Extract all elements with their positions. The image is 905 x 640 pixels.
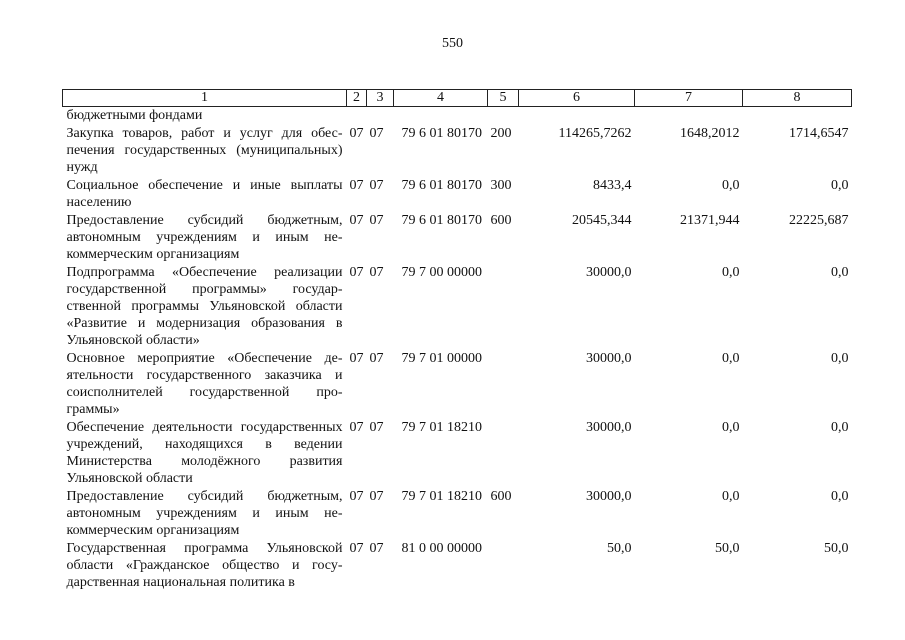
column-header-6: 6	[519, 90, 635, 107]
section-code: 07	[349, 178, 364, 193]
subsection-code: 07	[369, 213, 384, 228]
column-header-5: 5	[488, 90, 519, 107]
amount-col6: 20545,344	[572, 213, 632, 228]
expense-type-code	[488, 107, 519, 126]
target-article-code: 79 6 01 80170	[401, 126, 482, 141]
table-row	[63, 177, 852, 212]
column-header-7: 7	[635, 90, 743, 107]
amount-col6	[519, 107, 635, 126]
expense-type-code: 600	[490, 213, 512, 228]
table-row	[63, 125, 852, 177]
expense-type-code	[488, 350, 519, 419]
target-article-code: 81 0 00 00000	[401, 541, 482, 556]
subsection-code: 07	[369, 126, 384, 141]
amount-col8: 0,0	[831, 265, 849, 280]
amount-col7: 0,0	[722, 420, 740, 435]
amount-col7: 0,0	[722, 265, 740, 280]
subsection-code: 07	[369, 351, 384, 366]
target-article-code: 79 6 01 80170	[401, 213, 482, 228]
amount-col6: 8433,4	[593, 178, 632, 193]
item-name: Основное мероприятие «Обеспечение деятельности государственного заказчика и соисполнителей государственной программы»	[66, 351, 343, 417]
item-name: Подпрограмма «Обеспечение реализации государственной программы» государственной программы Ульяновской области «Развитие и модернизация образования в Ульяновской области»	[66, 265, 343, 348]
amount-col8: 1714,6547	[789, 126, 849, 141]
table-row	[63, 264, 852, 350]
target-article-code: 79 6 01 80170	[401, 178, 482, 193]
target-article-code: 79 7 00 00000	[401, 265, 482, 280]
item-name: Социальное обеспечение и иные выплаты населению	[66, 178, 343, 210]
item-name: Государственная программа Ульяновской области «Гражданское общество и государственная национальная политика в	[66, 541, 343, 590]
amount-col7: 50,0	[715, 541, 740, 556]
section-code: 07	[349, 213, 364, 228]
item-name: бюджетными фондами	[66, 108, 203, 123]
amount-col6: 114265,7262	[558, 126, 632, 141]
amount-col6: 50,0	[607, 541, 632, 556]
subsection-code	[367, 107, 394, 126]
amount-col8: 0,0	[831, 178, 849, 193]
budget-table	[62, 89, 852, 592]
section-code: 07	[349, 351, 364, 366]
subsection-code: 07	[369, 265, 384, 280]
amount-col8: 0,0	[831, 489, 849, 504]
page-number: 550	[442, 36, 463, 51]
amount-col6: 30000,0	[586, 489, 632, 504]
amount-col7: 0,0	[722, 178, 740, 193]
expense-type-code: 600	[490, 489, 512, 504]
section-code: 07	[349, 541, 364, 556]
amount-col8	[743, 107, 852, 126]
section-code: 07	[349, 489, 364, 504]
column-header-1: 1	[63, 90, 347, 107]
amount-col7: 21371,944	[680, 213, 740, 228]
amount-col6: 30000,0	[586, 351, 632, 366]
table-row	[63, 350, 852, 419]
table-row	[63, 419, 852, 488]
expense-type-code	[488, 264, 519, 350]
column-header-8: 8	[743, 90, 852, 107]
amount-col7: 0,0	[722, 489, 740, 504]
amount-col6: 30000,0	[586, 420, 632, 435]
amount-col6: 30000,0	[586, 265, 632, 280]
section-code: 07	[349, 126, 364, 141]
expense-type-code: 200	[490, 126, 512, 141]
table-row	[63, 107, 852, 126]
subsection-code: 07	[369, 489, 384, 504]
column-header-4: 4	[394, 90, 488, 107]
section-code: 07	[349, 420, 364, 435]
amount-col8: 22225,687	[789, 213, 849, 228]
expense-type-code	[488, 540, 519, 592]
table-row	[63, 488, 852, 540]
amount-col7: 1648,2012	[680, 126, 740, 141]
table-header-row	[63, 90, 852, 107]
amount-col8: 0,0	[831, 351, 849, 366]
target-article-code	[394, 107, 488, 126]
section-code	[347, 107, 367, 126]
expense-type-code: 300	[490, 178, 512, 193]
target-article-code: 79 7 01 18210	[401, 420, 482, 435]
target-article-code: 79 7 01 00000	[401, 351, 482, 366]
section-code: 07	[349, 265, 364, 280]
item-name: Предоставление субсидий бюджетным, автономным учреждениям и иным некоммерческим организациям	[66, 489, 343, 538]
item-name: Предоставление субсидий бюджетным, автономным учреждениям и иным некоммерческим организациям	[66, 213, 343, 262]
table-row	[63, 540, 852, 592]
item-name: Закупка товаров, работ и услуг для обеспечения государственных (муниципальных) нужд	[66, 126, 343, 175]
column-header-3: 3	[367, 90, 394, 107]
column-header-2: 2	[347, 90, 367, 107]
expense-type-code	[488, 419, 519, 488]
amount-col7	[635, 107, 743, 126]
amount-col8: 50,0	[824, 541, 849, 556]
subsection-code: 07	[369, 420, 384, 435]
subsection-code: 07	[369, 178, 384, 193]
amount-col8: 0,0	[831, 420, 849, 435]
subsection-code: 07	[369, 541, 384, 556]
table-row	[63, 212, 852, 264]
item-name: Обеспечение деятельности государственных учреждений, находящихся в ведении Министерства молодёжного развития Ульяновской области	[66, 420, 343, 486]
amount-col7: 0,0	[722, 351, 740, 366]
target-article-code: 79 7 01 18210	[401, 489, 482, 504]
